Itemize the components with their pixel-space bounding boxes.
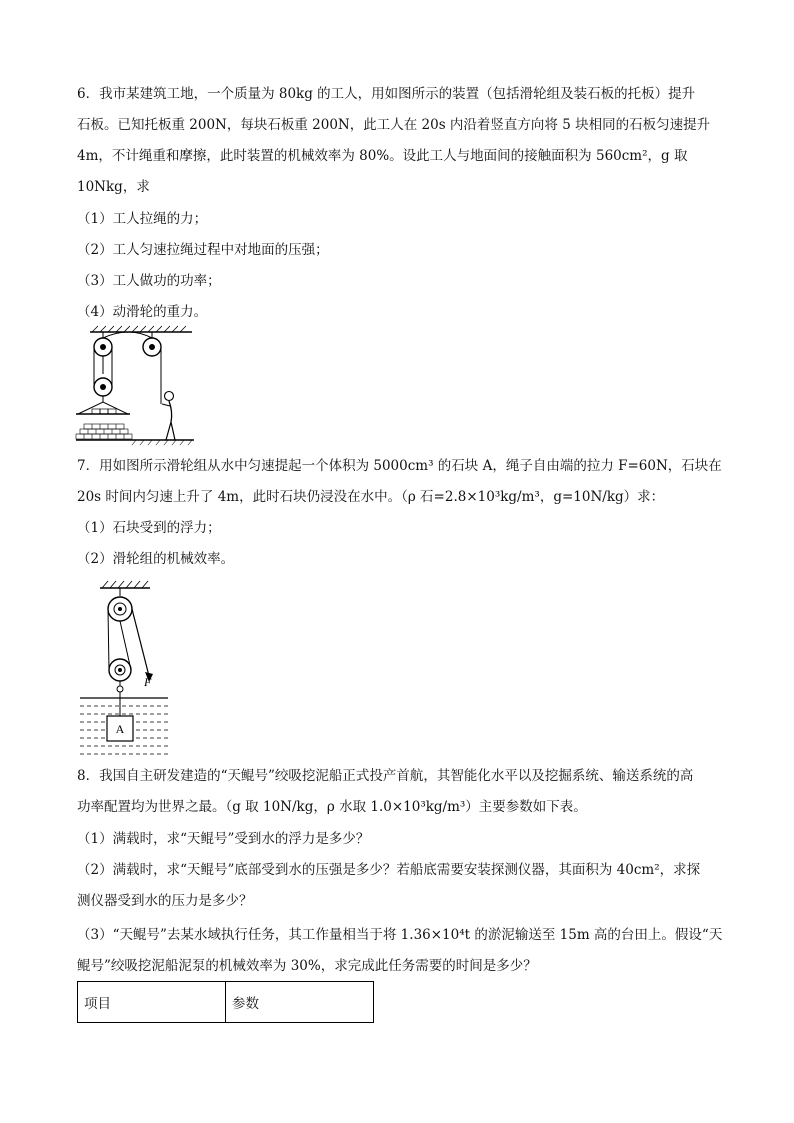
q8-item-2-line-1: （2）满载时，求“天鲲号”底部受到水的压强是多少？若船底需要安装探测仪器，其面积为 40cm²，求探 — [77, 862, 701, 878]
q7-item-2: （2）滑轮组的机械效率。 — [77, 551, 235, 567]
q7-text-line-2: 20s 时间内匀速上升了 4m，此时石块仍浸没在水中。（ρ 石=2.8×10³kg/m³，g=10N/kg）求： — [77, 489, 665, 505]
q6-pulley-worker-figure — [74, 324, 196, 446]
q8-item-3-line-1: （3）“天鲲号”去某水域执行任务，其工作量相当于将 1.36×10⁴t 的淤泥输送至 15m 高的台田上。假设“天 — [77, 927, 723, 943]
q7-text-line-1: 7．用如图所示滑轮组从水中匀速提起一个体积为 5000cm³ 的石块 A，绳子自由端的拉力 F=60N，石块在 — [77, 458, 722, 474]
q7-block-label: A — [115, 722, 125, 736]
q6-item-3: （3）工人做功的功率； — [77, 273, 221, 289]
q8-text-line-1: 8．我国自主研发建造的“天鲲号”绞吸挖泥船正式投产首航，其智能化水平以及挖掘系统、输送系统的高 — [77, 768, 694, 784]
q6-item-1: （1）工人拉绳的力； — [77, 211, 208, 227]
q8-parameter-table — [77, 981, 374, 1023]
q8-text-line-2: 功率配置均为世界之最。（g 取 10N/kg，ρ 水取 1.0×10³kg/m³）主要参数如下表。 — [77, 799, 587, 815]
q8-item-2-line-2: 测仪器受到水的压力是多少？ — [77, 893, 253, 909]
q7-pulley-water-figure — [78, 578, 170, 758]
q7-item-1: （1）石块受到的浮力； — [77, 520, 221, 536]
q6-item-4: （4）动滑轮的重力。 — [77, 304, 208, 320]
q6-item-2: （2）工人匀速拉绳过程中对地面的压强； — [77, 242, 329, 258]
table-row — [78, 982, 374, 1023]
q6-text-line-3: 4m，不计绳重和摩擦，此时装置的机械效率为 80%。设此工人与地面间的接触面积为 560cm²，g 取 — [77, 148, 688, 164]
q8-item-3-line-2: 鲲号”绞吸挖泥船泥泵的机械效率为 30%，求完成此任务需要的时间是多少？ — [77, 958, 537, 974]
q6-text-line-2: 石板。已知托板重 200N，每块石板重 200N，此工人在 20s 内沿着竖直方向将 5 块相同的石板匀速提升 — [77, 117, 711, 133]
q7-force-label: F — [144, 675, 152, 689]
q6-text-line-1: 6．我市某建筑工地，一个质量为 80kg 的工人，用如图所示的装置（包括滑轮组及装石板的托板）提升 — [77, 86, 696, 102]
table-header-item: 项目 — [78, 982, 226, 1023]
q6-text-line-4: 10Nkg，求 — [77, 179, 150, 195]
table-header-parameter: 参数 — [226, 982, 374, 1023]
q8-item-1: （1）满载时，求“天鲲号”受到水的浮力是多少？ — [77, 831, 370, 847]
